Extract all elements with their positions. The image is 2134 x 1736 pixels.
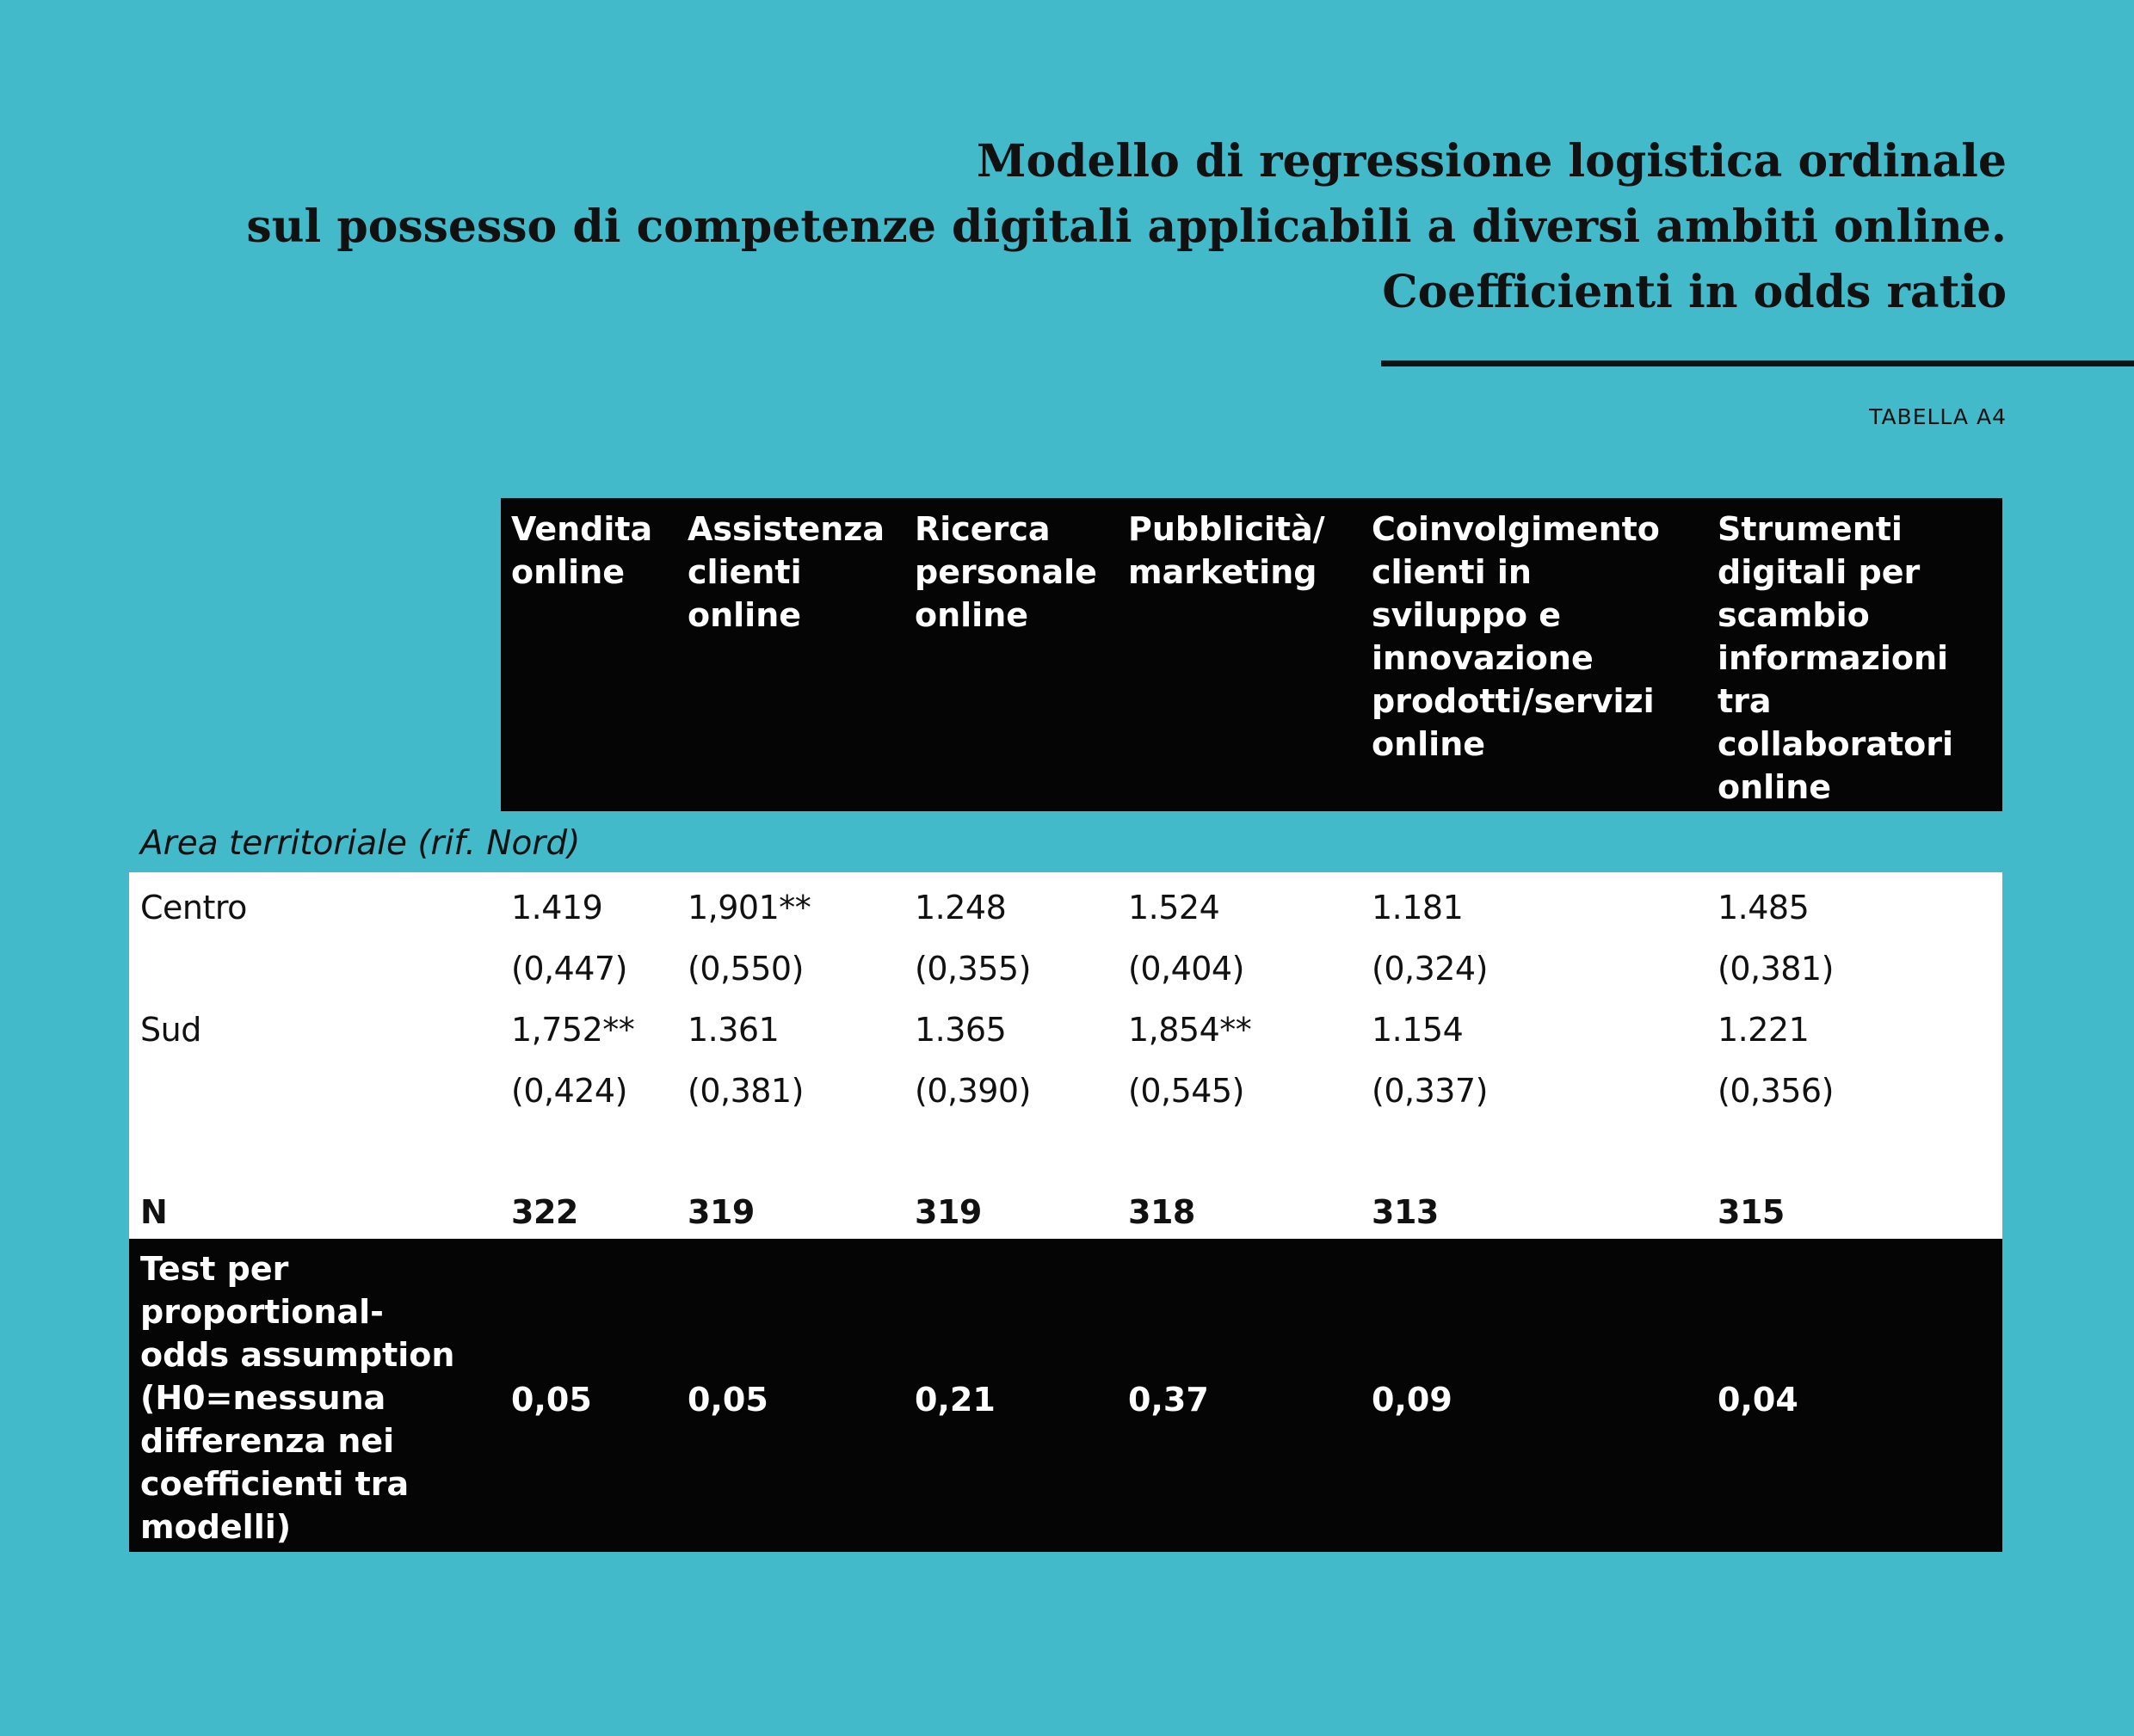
table-cell: 319 xyxy=(915,1193,982,1231)
page-title xyxy=(114,129,2007,325)
table-cell: 318 xyxy=(1128,1193,1195,1231)
table-cell: 0,05 xyxy=(511,1381,592,1419)
table-cell: 1.419 xyxy=(511,889,603,926)
column-header-pubblicita: Pubblicità/ marketing xyxy=(1128,510,1325,591)
table-cell: 1,752** xyxy=(511,1011,635,1049)
table-cell: 319 xyxy=(688,1193,755,1231)
table-cell: 0,37 xyxy=(1128,1381,1209,1419)
title-line-1: Modello di regressione logistica ordinale xyxy=(976,135,2007,188)
area-section-label: Area territoriale (rif. Nord) xyxy=(140,824,581,863)
table-cell: 0,04 xyxy=(1718,1381,1798,1419)
row-label-n: N xyxy=(140,1193,168,1231)
table-cell: 1.221 xyxy=(1718,1011,1810,1049)
table-cell: 322 xyxy=(511,1193,578,1231)
table-cell: 1.154 xyxy=(1372,1011,1464,1049)
table-cell: (0,550) xyxy=(688,950,804,988)
row-label-sud: Sud xyxy=(140,1011,201,1049)
table-cell: 315 xyxy=(1718,1193,1785,1231)
table-cell: (0,324) xyxy=(1372,950,1488,988)
table-cell: 1.485 xyxy=(1718,889,1810,926)
table-cell: (0,424) xyxy=(511,1072,627,1110)
table-cell: 1,901** xyxy=(688,889,811,926)
table-cell: (0,545) xyxy=(1128,1072,1244,1110)
table-cell: 1.361 xyxy=(688,1011,780,1049)
table-cell: (0,381) xyxy=(688,1072,804,1110)
table-cell: (0,355) xyxy=(915,950,1031,988)
column-header-vendita: Vendita online xyxy=(511,510,653,591)
column-header-coinvolgimento: Coinvolgimento clienti in sviluppo e innovazione prodotti/servizi online xyxy=(1372,510,1660,763)
row-label-centro: Centro xyxy=(140,889,247,926)
table-cell: 0,09 xyxy=(1372,1381,1452,1419)
table-cell: (0,381) xyxy=(1718,950,1834,988)
table-label: TABELLA A4 xyxy=(1869,404,2007,429)
title-line-2: sul possesso di competenze digitali applicabili a diversi ambiti online. xyxy=(246,200,2007,253)
table-cell: 0,21 xyxy=(915,1381,996,1419)
table-cell: 1.365 xyxy=(915,1011,1007,1049)
column-header-assistenza: Assistenza clienti online xyxy=(688,510,885,634)
table-cell: 1.248 xyxy=(915,889,1007,926)
table-cell: (0,447) xyxy=(511,950,627,988)
table-cell: 1.524 xyxy=(1128,889,1220,926)
table-cell: 313 xyxy=(1372,1193,1439,1231)
table-cell: 1,854** xyxy=(1128,1011,1252,1049)
column-header-strumenti: Strumenti digitali per scambio informazioni tra collaboratori online xyxy=(1718,510,1954,806)
table-cell: 0,05 xyxy=(688,1381,768,1419)
title-line-3: Coefficienti in odds ratio xyxy=(1382,266,2007,318)
table-cell: (0,337) xyxy=(1372,1072,1488,1110)
title-divider xyxy=(1381,360,2134,366)
row-label-test: Test per proportional- odds assumption (H0=nessuna differenza nei coefficienti tra modelli) xyxy=(140,1250,455,1546)
table-cell: 1.181 xyxy=(1372,889,1464,926)
table-cell: (0,390) xyxy=(915,1072,1031,1110)
table-cell: (0,356) xyxy=(1718,1072,1834,1110)
column-header-ricerca: Ricerca personale online xyxy=(915,510,1097,634)
table-cell: (0,404) xyxy=(1128,950,1244,988)
